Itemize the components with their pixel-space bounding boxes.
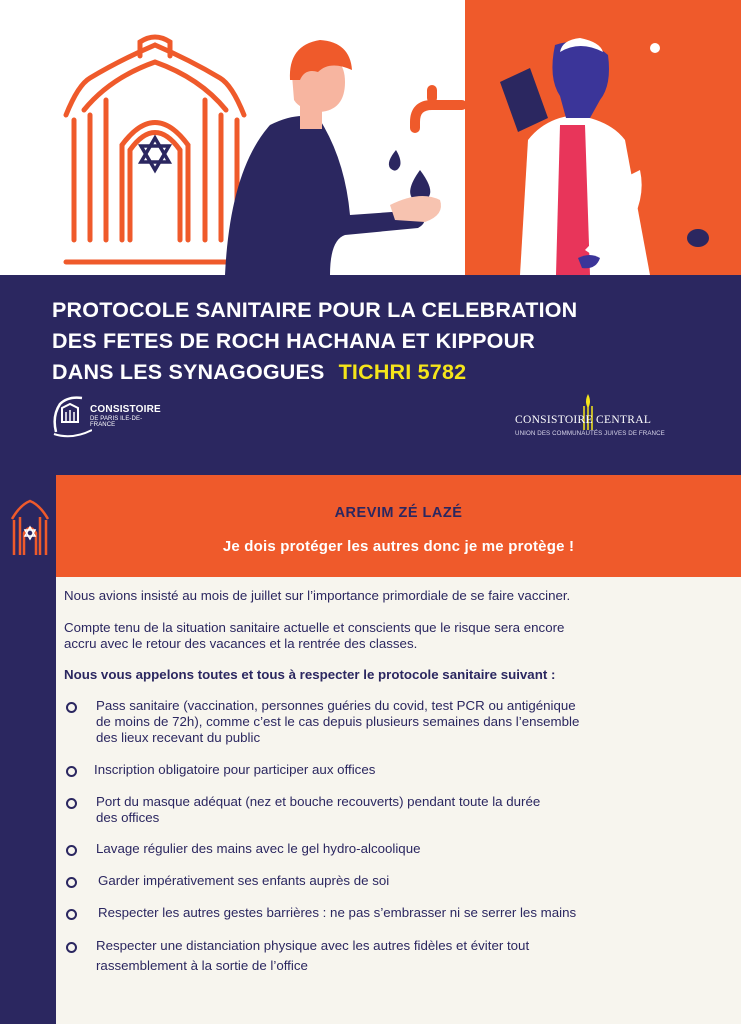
logo-right-name: CONSISTOIRE CENTRAL (515, 414, 652, 426)
star-of-david-icon (141, 138, 169, 170)
water-drop-icon (389, 150, 401, 171)
intro-paragraph-2-line-1: Compte tenu de la situation sanitaire actuelle et conscients que le risque sera encore (64, 620, 565, 635)
title-highlight: TICHRI 5782 (338, 360, 467, 384)
person-washing-illustration (225, 40, 441, 275)
list-item-text: Garder impérativement ses enfants auprès de soi (98, 873, 390, 888)
list-item-text: Pass sanitaire (vaccination, personnes guéries du covid, test PCR ou antigénique (96, 698, 576, 713)
list-item-text: Respecter une distanciation physique avec les autres fidèles et éviter tout (96, 938, 530, 953)
title-line-1: PROTOCOLE SANITAIRE POUR LA CELEBRATION (52, 298, 578, 322)
list-item-text: Inscription obligatoire pour participer aux offices (94, 762, 376, 777)
title-line-3 (52, 357, 712, 388)
consistoire-paris-emblem-icon (52, 392, 92, 440)
consistoire-paris-logo (52, 392, 162, 440)
intro-paragraph-1: Nous avions insisté au mois de juillet sur l’importance primordiale de se faire vacciner. (64, 588, 571, 603)
list-item-text: de moins de 72h), comme c’est le cas depuis plusieurs semaines dans l’ensemble (96, 714, 580, 729)
list-item-text: des lieux recevant du public (96, 730, 261, 745)
list-item-text: Respecter les autres gestes barrières : ne pas s’embrasser ni se serrer les mains (98, 905, 577, 920)
consistoire-central-logo (515, 392, 665, 442)
bullet-circle-icon (66, 877, 77, 888)
slogan-panel (56, 475, 741, 577)
hero-illustration (0, 0, 741, 275)
lead-paragraph: Nous vous appelons toutes et tous à respecter le protocole sanitaire suivant : (64, 667, 556, 682)
list-item-text: Port du masque adéquat (nez et bouche recouverts) pendant toute la durée (96, 794, 541, 809)
person-praying-illustration (500, 38, 650, 275)
list-item-text: Lavage régulier des mains avec le gel hydro-alcoolique (96, 841, 421, 856)
slogan-subheading: Je dois protéger les autres donc je me protège ! (222, 538, 575, 555)
menorah-flame-icon (578, 392, 598, 432)
bullet-circle-icon (66, 766, 77, 777)
synagogue-small-icon (10, 495, 50, 565)
bullet-circle-icon (66, 702, 77, 713)
title-line-3-text: DANS LES SYNAGOGUES (52, 360, 325, 384)
water-tap-icon (415, 90, 462, 128)
decorative-dot-icon (687, 229, 709, 247)
bullet-circle-icon (66, 798, 77, 809)
bullet-circle-icon (66, 909, 77, 920)
list-item-text: des offices (96, 810, 160, 825)
title-line-2: DES FETES DE ROCH HACHANA ET KIPPOUR (52, 329, 536, 353)
side-strip (0, 475, 56, 1024)
logo-left-name: CONSISTOIRE (90, 404, 161, 415)
slogan-heading: AREVIM ZÉ LAZÉ (334, 505, 463, 521)
logo-left-subtitle: DE PARIS ILE-DE-FRANCE (90, 416, 143, 428)
decorative-dot-icon (650, 43, 660, 53)
bullet-circle-icon (66, 845, 77, 856)
list-item-text: rassemblement à la sortie de l’office (96, 958, 308, 973)
page-title (52, 295, 712, 388)
synagogue-icon (66, 37, 244, 262)
intro-paragraph-2-line-2: accru avec le retour des vacances et la rentrée des classes. (64, 636, 418, 651)
bullet-circle-icon (66, 942, 77, 953)
logo-right-subtitle: UNION DES COMMUNAUTÉS JUIVES DE FRANCE (515, 430, 665, 437)
